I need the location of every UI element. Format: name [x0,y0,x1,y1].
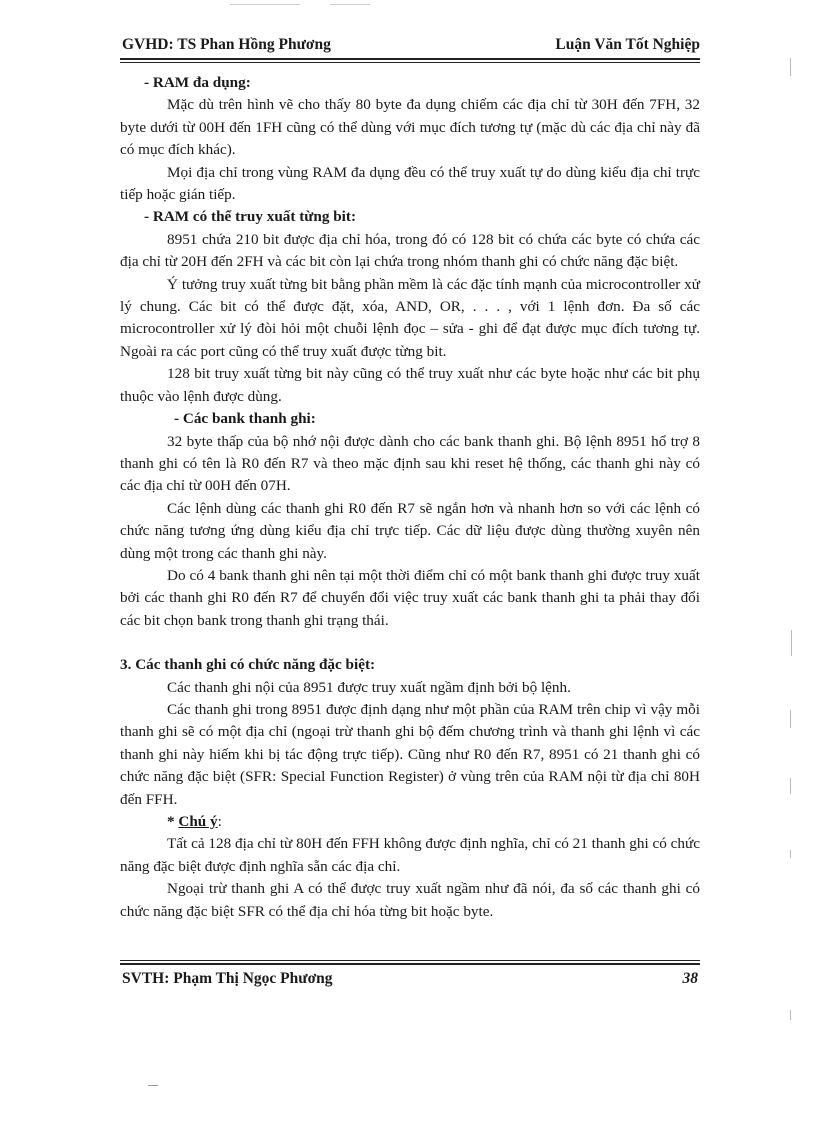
scan-artifact [791,630,792,656]
header-rule [120,58,700,63]
note-label: Chú ý [178,813,218,830]
paragraph: 8951 chứa 210 bit được địa chỉ hóa, trong đó có 128 bit có chứa các byte có chứa các địa chỉ từ 20H đến 2FH và các bit còn lại chứa trong nhóm thanh ghi có chức năng đặc biệt. [120,230,700,271]
paragraph: Do có 4 bank thanh ghi nên tại một thời điểm chỉ có một bank thanh ghi được truy xuất bởi các thanh ghi R0 đến R7 để chuyển đổi việc truy xuất các bank thanh ghi ta phải thay đổi các bit chọn bank trong thanh ghi trạng thái. [120,566,700,629]
header-thesis-title: Luận Văn Tốt Nghiệp [555,36,700,53]
paragraph: Mặc dù trên hình vẽ cho thấy 80 byte đa dụng chiếm các địa chỉ từ 30H đến 7FH, 32 byte dưới từ 00H đến 1FH cũng có thể dùng với mục đích tương tự (mặc dù các địa chỉ này đã có mục đích khác). [120,96,700,159]
scan-artifact [790,850,791,858]
scan-artifact [790,58,791,76]
page-content [120,72,700,923]
page-header [122,36,700,54]
paragraph: 32 byte thấp của bộ nhớ nội được dành cho các bank thanh ghi. Bộ lệnh 8951 hổ trợ 8 thanh ghi có tên là R0 đến R7 và theo mặc định sau khi reset hệ thống, các thanh ghi này có các địa chỉ từ 00H đến 07H. [120,432,700,495]
paragraph: Các thanh ghi trong 8951 được định dạng như một phần của RAM trên chip vì vậy mỗi thanh ghi sẽ có một địa chỉ (ngoại trừ thanh ghi bộ đếm chương trình và thanh ghi lệnh vì các thanh ghi này hiếm khi bị tác động trực tiếp). Cũng như R0 đến R7, 8951 có 21 thanh ghi có chức năng đặc biệt (SFR: Special Function Register) ở vùng trên của RAM nội từ địa chỉ 80H đến FFH. [120,700,700,808]
paragraph: Các thanh ghi nội của 8951 được truy xuất ngầm định bởi bộ lệnh. [167,678,571,696]
heading-bank-thanh-ghi: - Các bank thanh ghi: [174,410,316,428]
page-number: 38 [682,970,698,987]
note-colon: : [217,813,222,830]
paragraph: Ngoại trừ thanh ghi A có thể được truy xuất ngầm như đã nói, đa số các thanh ghi có chức năng đặc biệt SFR có thể địa chỉ hóa từng bit hoặc byte. [120,880,700,920]
scan-artifact [330,4,370,5]
header-advisor: GVHD: TS Phan Hồng Phương [122,36,331,53]
footer-rule [120,960,700,965]
paragraph: Mọi địa chỉ trong vùng RAM đa dụng đều có thể truy xuất tự do dùng kiểu địa chỉ trực tiếp hoặc gián tiếp. [120,163,700,204]
footer-student: SVTH: Phạm Thị Ngọc Phương [122,970,333,987]
paragraph: 128 bit truy xuất từng bit này cũng có thể truy xuất như các byte hoặc như các bit phụ thuộc vào lệnh được dùng. [120,365,700,405]
scan-artifact [148,1085,158,1086]
paragraph: Các lệnh dùng các thanh ghi R0 đến R7 sẽ ngắn hơn và nhanh hơn so với các lệnh có chức năng tương ứng dùng kiểu địa chỉ trực tiếp. Các dữ liệu được dùng thường xuyên nên dùng một trong các thanh ghi này. [120,499,700,562]
section-heading: 3. Các thanh ghi có chức năng đặc biệt: [120,656,376,674]
heading-ram-da-dung: - RAM đa dụng: [144,74,251,91]
note-star: * [167,813,179,830]
scan-artifact [790,778,791,794]
heading-ram-bit: - RAM có thể truy xuất từng bit: [144,208,357,226]
scan-artifact [790,1010,791,1020]
note-heading [120,811,700,833]
scan-artifact [790,710,791,728]
scan-artifact [230,4,300,5]
paragraph: Ý tưởng truy xuất từng bit bằng phần mềm là các đặc tính mạnh của microcontroller xử lý chung. Các bit có thể được đặt, xóa, AND, OR, . . . , với 1 lệnh đơn. Đa số các microcontroller xử lý đòi hỏi một chuỗi lệnh đọc – sửa - ghi để đạt được mục đích tương tự. Ngoài ra các port cũng có thể truy xuất được từng bit. [120,275,700,360]
page-footer [122,970,698,988]
paragraph: Tất cả 128 địa chỉ từ 80H đến FFH không được định nghĩa, chỉ có 21 thanh ghi có chức năng đặc biệt được định nghĩa sẵn các địa chỉ. [120,835,700,875]
